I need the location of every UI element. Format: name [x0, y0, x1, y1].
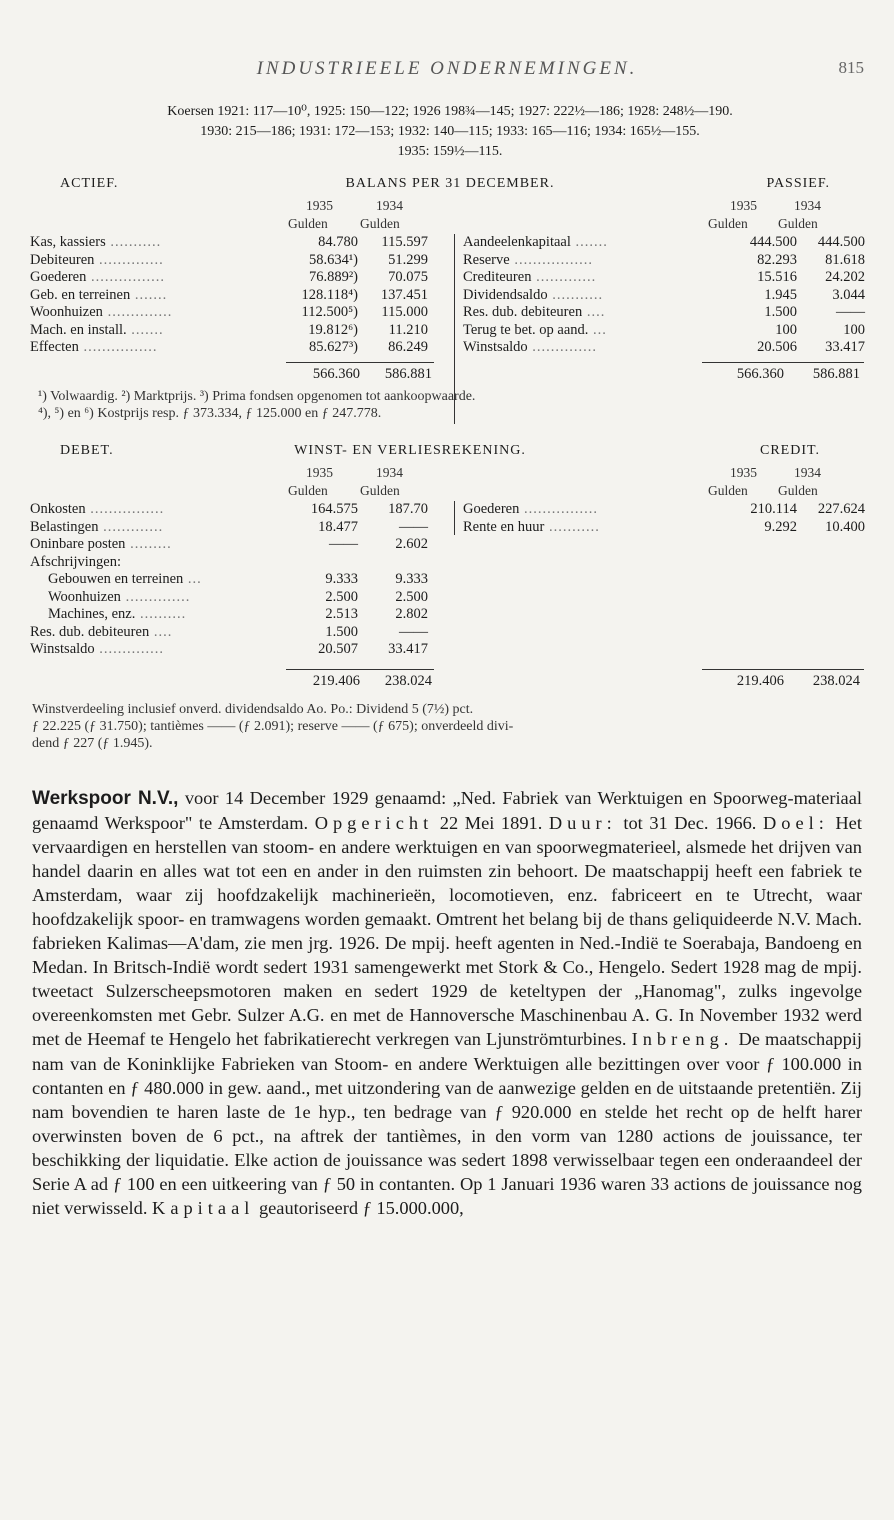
ledger-row [30, 554, 450, 572]
ledger-row [455, 501, 871, 519]
unit-label: Gulden [360, 483, 400, 498]
leader-dots: ................ [85, 501, 165, 517]
company-name: Werkspoor N.V., [32, 788, 179, 809]
leader-dots: ........... [547, 286, 604, 303]
ledger-label: Kas, kassiers ........... [30, 234, 162, 250]
year-1935: 1935 [306, 198, 333, 213]
ledger-value-1935: 444.500 [749, 234, 797, 250]
kapitaal-label: Kapitaal [152, 1197, 255, 1218]
ledger-label: Mach. en install. ....... [30, 321, 164, 338]
ledger-row [30, 339, 450, 357]
credit-total-row [702, 669, 864, 692]
ledger-label: Geb. en terreinen ....... [30, 286, 168, 303]
winst-years [30, 465, 870, 483]
unit-label: Gulden [778, 483, 818, 498]
balans-totals [30, 362, 870, 388]
ledger-value-1935: 112.500⁵) [301, 304, 358, 320]
leader-dots: ... [183, 571, 202, 587]
ledger-row [30, 269, 450, 287]
ledger-value-1934: 3.044 [832, 286, 865, 303]
credit-column [454, 501, 871, 535]
inbreng-text: De maatschappij nam van de Koninklijke Fabrieken van Stoom- en andere Werktuigen alle bezittingen over voor ƒ 100.000 in contanten en ƒ 480.000 in gew. aand., met uitzondering van de aanwezige gelden en de uitstaande pretentiën. Zij nam bovendien te haren laste de 1e hyp., ten bedrage van ƒ 920.000 en stelde het recht op de helft harer overwinsten boven de 6 pct., na aftrek der tantièmes, in den vorm van 1280 actions de jouissance, ter beschikking der liquidatie. Elke action de jouissance was sedert 1898 verwisselbaar tegen een onderaandeel der Serie A ad ƒ 100 en een uitkeering van ƒ 50 in contanten. Op 1 Januari 1936 waren 33 actions de jouissance nog niet verwisseld. [32, 1029, 863, 1218]
leader-dots: .............. [120, 588, 191, 605]
ledger-value-1935: 18.477 [318, 518, 358, 535]
leader-dots: ............. [531, 269, 597, 285]
ledger-value-1935: 85.627³) [308, 339, 358, 355]
debet-heading: DEBET. [60, 443, 114, 458]
doel-label: Doel: [762, 813, 829, 834]
ledger-row [30, 589, 450, 607]
leader-dots: ................. [509, 251, 593, 268]
ledger-value-1934: 10.400 [825, 518, 865, 535]
ledger-value-1934: 137.451 [380, 286, 428, 303]
ledger-row [30, 571, 450, 589]
unit-label: Gulden [288, 483, 328, 498]
ledger-value-1935: 164.575 [310, 501, 358, 517]
balans-years [30, 198, 870, 216]
ledger-row [455, 287, 871, 305]
leader-dots: .... [582, 304, 606, 320]
ledger-row [30, 234, 450, 252]
leader-dots: .............. [94, 641, 165, 657]
winst-columns [30, 501, 870, 661]
balans-title: BALANS PER 31 DECEMBER. [345, 176, 555, 191]
ledger-row [455, 322, 871, 340]
footnote-line: Winstverdeeling inclusief onverd. dividendsaldo Ao. Po.: Dividend 5 (7½) pct. [32, 702, 474, 717]
ledger-value-1934: 51.299 [388, 251, 428, 268]
ledger-value-1934: 86.249 [388, 339, 428, 355]
ledger-label: Machines, enz. .......... [48, 606, 187, 622]
ledger-row [455, 519, 871, 537]
leader-dots: ........... [105, 234, 162, 250]
passiva-column [454, 234, 871, 424]
ledger-value-1935: 210.114 [750, 501, 797, 517]
leader-dots: ....... [570, 234, 608, 250]
koersen-line: Koersen 1921: 117—10⁰, 1925: 150—122; 1926 198¾—145; 1927: 222½—186; 1928: 248½—190. [167, 104, 733, 119]
ledger-value-1934: 2.500 [395, 588, 428, 605]
year-1935: 1935 [730, 198, 757, 213]
ledger-value-1934: 227.624 [817, 501, 865, 517]
duur-label: Duur: [548, 813, 617, 834]
winst-title: WINST- EN VERLIESREKENING. [294, 443, 526, 458]
ledger-label: Dividendsaldo ........... [463, 286, 604, 303]
unit-label: Gulden [708, 216, 748, 231]
ledger-label: Winstsaldo .............. [30, 641, 165, 657]
ledger-row [30, 606, 450, 624]
ledger-value-1934: 444.500 [817, 234, 865, 250]
unit-label: Gulden [288, 216, 328, 231]
total-1935: 219.406 [736, 673, 784, 689]
leader-dots: ... [588, 321, 607, 338]
ledger-value-1935: 1.500 [764, 304, 797, 320]
leader-dots: .............. [527, 339, 598, 355]
ledger-value-1935: 20.507 [318, 641, 358, 657]
footnote-line: ¹) Volwaardig. ²) Marktprijs. ³) Prima fondsen opgenomen tot aankoopwaarde. [38, 389, 476, 404]
balans-columns [30, 234, 870, 358]
ledger-value-1935: 19.812⁶) [308, 321, 358, 338]
ledger-row [30, 287, 450, 305]
winst-header [30, 443, 870, 465]
leader-dots: .............. [94, 251, 164, 268]
ledger-label: Oninbare posten ......... [30, 536, 172, 552]
ledger-value-1934: 33.417 [388, 641, 428, 657]
debet-column [30, 501, 450, 659]
balans-units [30, 216, 870, 234]
ledger-label: Aandeelenkapitaal ....... [463, 234, 608, 250]
ledger-label: Belastingen ............. [30, 518, 164, 535]
opgericht-value: 22 Mei 1891. [439, 813, 543, 834]
activa-column [30, 234, 450, 357]
koersen-line: 1935: 159½—115. [397, 144, 503, 159]
ledger-row [30, 304, 450, 322]
ledger-value-1934: 2.802 [395, 606, 428, 622]
ledger-row [30, 519, 450, 537]
ledger-value-1934: —— [399, 518, 428, 535]
year-1935: 1935 [306, 465, 333, 480]
ledger-row [30, 501, 450, 519]
ledger-value-1934: 115.597 [381, 234, 428, 250]
company-description [32, 786, 862, 1220]
ledger-value-1934: 9.333 [395, 571, 428, 587]
ledger-label: Woonhuizen .............. [48, 588, 191, 605]
ledger-value-1934: 187.70 [388, 501, 428, 517]
ledger-row [455, 339, 871, 357]
winst-footnotes [30, 701, 870, 752]
ledger-value-1935: 9.292 [764, 518, 797, 535]
leader-dots: ........... [544, 518, 600, 535]
ledger-value-1934: —— [399, 623, 428, 640]
opgericht-label: Opgericht [314, 813, 434, 834]
inbreng-label: Inbreng. [631, 1029, 734, 1050]
running-title: INDUSTRIEELE ONDERNEMINGEN. [256, 58, 638, 79]
unit-label: Gulden [778, 216, 818, 231]
leader-dots: .......... [135, 606, 187, 622]
year-1934: 1934 [376, 198, 403, 213]
koersen-line: 1930: 215—186; 1931: 172—153; 1932: 140—115; 1933: 165—116; 1934: 165½—155. [200, 124, 700, 139]
passief-heading: PASSIEF. [766, 176, 830, 191]
ledger-label: Goederen ................ [463, 501, 598, 517]
footnote-line: dend ƒ 227 (ƒ 1.945). [32, 736, 153, 751]
ledger-value-1935: 58.634¹) [308, 251, 358, 268]
total-1935: 566.360 [312, 366, 360, 382]
footnote-line: ƒ 22.225 (ƒ 31.750); tantièmes —— (ƒ 2.091); reserve —— (ƒ 675); onverdeeld divi- [32, 719, 514, 734]
ledger-value-1935: 1.945 [764, 286, 797, 303]
winst-units [30, 483, 870, 501]
ledger-label: Terug te bet. op aand. ... [463, 321, 607, 338]
actief-heading: ACTIEF. [60, 176, 119, 191]
ledger-label: Rente en huur ........... [463, 518, 600, 535]
ledger-value-1934: 33.417 [825, 339, 865, 355]
ledger-value-1934: 100 [843, 321, 865, 338]
year-1935: 1935 [730, 465, 757, 480]
credit-heading: CREDIT. [759, 443, 820, 458]
ledger-value-1934: 115.000 [381, 304, 428, 320]
koersen-block [40, 102, 860, 162]
ledger-label: Onkosten ................ [30, 501, 165, 517]
total-1934: 238.024 [384, 673, 432, 689]
balans-header [30, 176, 870, 198]
leader-dots: ................ [78, 339, 158, 355]
ledger-row [455, 234, 871, 252]
leader-dots: ....... [130, 286, 168, 303]
ledger-label: Debiteuren .............. [30, 251, 164, 268]
year-1934: 1934 [794, 465, 821, 480]
debet-total-row [286, 669, 434, 692]
leader-dots: .............. [102, 304, 173, 320]
ledger-label: Woonhuizen .............. [30, 304, 173, 320]
activa-total-row [286, 362, 434, 385]
year-1934: 1934 [794, 198, 821, 213]
kapitaal-text: geautoriseerd ƒ 15.000.000, [258, 1197, 464, 1218]
duur-value: tot 31 Dec. 1966. [623, 813, 757, 834]
company-intro: voor 14 December 1929 genaamd: „Ned. Fabriek van Werktuigen en Spoorweg-materiaal genaamd Werkspoor" te Amsterdam. [32, 788, 862, 834]
ledger-value-1934: 81.618 [825, 251, 865, 268]
passiva-total-row [702, 362, 864, 385]
ledger-value-1935: —— [329, 536, 358, 552]
total-1935: 219.406 [312, 673, 360, 689]
ledger-value-1934: 70.075 [388, 269, 428, 285]
leader-dots: ......... [125, 536, 172, 552]
ledger-row [30, 624, 450, 642]
ledger-row [30, 536, 450, 554]
ledger-value-1935: 2.513 [325, 606, 358, 622]
ledger-label: Goederen ................ [30, 269, 165, 285]
unit-label: Gulden [360, 216, 400, 231]
ledger-row [30, 252, 450, 270]
ledger-value-1935: 1.500 [325, 623, 358, 640]
doel-text: Het vervaardigen en herstellen van stoom- en andere werktuigen en van spoorwegmaterieel, alsmede het drijven van handel daarin en alles wat tot een en ander in den ruimsten zin behoort. De maatschappij heeft een fabriek te Amsterdam, waar zij hoofdzakelijk machinerieën, locomotieven, enz. fabriceert en te Utrecht, waar hoofdzakelijk spoor- en tramwagens worden gemaakt. Omtrent het belang bij de thans geliquideerde N.V. Mach. fabrieken Kalimas—A'dam, zie men jrg. 1926. De mpij. heeft agenten in Ned.-Indië te Soerabaja, Bandoeng en Medan. In Britsch-Indië wordt sedert 1931 samengewerkt met Stork & Co., Hengelo. Sedert 1928 mag de mpij. tweetact Sulzerscheepsmotoren maken en sedert 1929 de keteltypen der „Hanomag", zulks ingevolge overeenkomsten met Gebr. Sulzer A.G. en met de Hannoversche Maschinenbau A. G. In November 1932 werd met de Heemaf te Hengelo het fabrikatierecht verkregen van Ljunströmturbines. [32, 813, 862, 1050]
total-1934: 238.024 [812, 673, 860, 689]
winst-totals [30, 669, 870, 695]
ledger-label: Afschrijvingen: [30, 553, 122, 570]
footnote-line: ⁴), ⁵) en ⁶) Kostprijs resp. ƒ 373.334, ƒ 125.000 en ƒ 247.778. [38, 406, 382, 421]
year-1934: 1934 [376, 465, 403, 480]
ledger-value-1935: 9.333 [325, 571, 358, 587]
ledger-label: Res. dub. debiteuren .... [463, 304, 606, 320]
leader-dots: ................ [86, 269, 165, 285]
ledger-label: Effecten ................ [30, 339, 158, 355]
ledger-row [455, 269, 871, 287]
ledger-value-1935: 84.780 [318, 234, 358, 250]
ledger-value-1935: 100 [775, 321, 797, 338]
ledger-value-1934: 11.210 [388, 321, 428, 338]
total-1934: 586.881 [384, 366, 432, 382]
winst-section [30, 443, 870, 752]
ledger-label: Gebouwen en terreinen ... [48, 571, 202, 587]
ledger-label: Crediteuren ............. [463, 269, 597, 285]
ledger-value-1935: 15.516 [757, 269, 797, 285]
ledger-label: Reserve ................. [463, 251, 593, 268]
page-header [0, 58, 894, 88]
ledger-label: Winstsaldo .............. [463, 339, 598, 355]
total-1934: 586.881 [812, 366, 860, 382]
total-1935: 566.360 [736, 366, 784, 382]
ledger-value-1935: 2.500 [325, 588, 358, 605]
unit-label: Gulden [708, 483, 748, 498]
balans-section [30, 176, 870, 422]
ledger-label: Res. dub. debiteuren .... [30, 623, 173, 640]
ledger-value-1935: 82.293 [757, 251, 797, 268]
ledger-value-1935: 128.118⁴) [301, 286, 358, 303]
leader-dots: ................ [519, 501, 598, 517]
ledger-row [30, 322, 450, 340]
page-number: 815 [838, 58, 864, 77]
ledger-value-1934: —— [836, 304, 865, 320]
ledger-row [30, 641, 450, 659]
ledger-row [455, 304, 871, 322]
leader-dots: ....... [126, 321, 164, 338]
ledger-value-1934: 24.202 [825, 269, 865, 285]
leader-dots: .... [149, 623, 173, 640]
ledger-value-1934: 2.602 [395, 536, 428, 552]
leader-dots: ............. [98, 518, 164, 535]
ledger-row [455, 252, 871, 270]
ledger-value-1935: 20.506 [757, 339, 797, 355]
ledger-value-1935: 76.889²) [308, 269, 358, 285]
